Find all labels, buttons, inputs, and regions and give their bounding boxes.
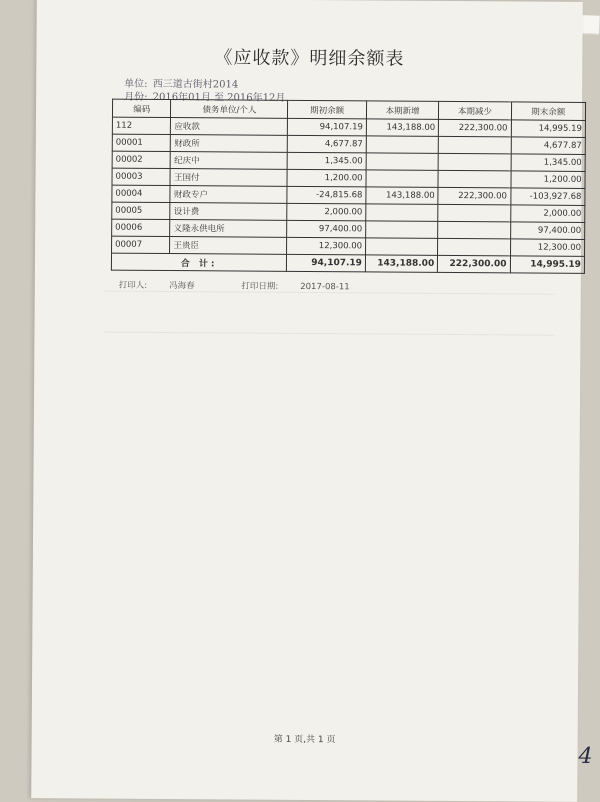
row-opening: 97,400.00 [287, 220, 366, 238]
printer-info [119, 281, 217, 292]
unit-label: 单位: [124, 78, 148, 90]
row-added: 143,188.00 [366, 187, 438, 205]
row-added [366, 204, 438, 222]
row-closing: 1,345.00 [511, 154, 586, 172]
page-indicator: 第 1 页,共 1 页 [273, 734, 336, 746]
row-closing: 1,200.00 [511, 171, 586, 189]
row-code: 00005 [112, 202, 171, 219]
total-closing: 14,995.19 [510, 256, 585, 274]
row-name: 义隆永供电所 [170, 220, 287, 238]
row-code: 00004 [112, 185, 171, 202]
row-reduced: 222,300.00 [439, 119, 511, 137]
row-reduced [438, 153, 510, 171]
header-closing: 期末余额 [511, 102, 586, 121]
row-closing: 12,300.00 [510, 239, 585, 257]
bleed-through-lines [104, 291, 554, 336]
row-closing: 97,400.00 [510, 222, 585, 240]
row-name: 纪庆中 [171, 152, 288, 170]
row-closing: 14,995.19 [511, 120, 586, 138]
row-code: 00003 [112, 168, 171, 185]
row-name: 财政专户 [170, 186, 287, 204]
row-added [366, 136, 438, 154]
row-closing: 4,677.87 [511, 137, 586, 155]
row-name: 王贵臣 [170, 237, 287, 255]
row-reduced [438, 170, 510, 188]
handwritten-page-number: 4 [578, 743, 593, 770]
row-code: 00007 [112, 236, 171, 253]
row-name: 财政所 [171, 135, 288, 153]
row-added [366, 170, 438, 188]
total-label: 合 计: [111, 253, 286, 271]
header-debtor: 债务单位/个人 [171, 100, 288, 119]
row-reduced [438, 136, 510, 154]
row-reduced [438, 204, 510, 222]
row-opening: 1,200.00 [287, 169, 366, 187]
month-value: 2016年01月 至 2016年12月 [152, 91, 286, 104]
print-date-value: 2017-08-11 [300, 281, 350, 293]
total-opening: 94,107.19 [287, 254, 366, 272]
row-reduced: 222,300.00 [438, 187, 510, 205]
header-reduced: 本期减少 [439, 101, 511, 120]
row-reduced [438, 221, 510, 239]
header-code: 编码 [112, 99, 171, 117]
row-code: 00001 [112, 134, 171, 151]
row-name: 设计费 [170, 203, 287, 221]
balance-table [111, 99, 586, 274]
row-name: 王国付 [170, 169, 287, 187]
row-added [366, 221, 438, 239]
row-added: 143,188.00 [366, 119, 438, 137]
total-reduced: 222,300.00 [438, 255, 510, 273]
row-added [366, 238, 438, 256]
print-date-label: 打印日期: [241, 281, 279, 292]
header-added: 本期新增 [366, 101, 438, 120]
row-code: 00006 [112, 219, 171, 236]
document-sheet [31, 0, 593, 802]
row-closing: 2,000.00 [510, 205, 585, 223]
total-added: 143,188.00 [365, 255, 437, 273]
header-opening: 期初余额 [288, 100, 367, 119]
row-added [366, 153, 438, 171]
row-closing: -103,927.68 [510, 188, 585, 206]
row-reduced [438, 238, 510, 256]
row-opening: 94,107.19 [288, 118, 367, 136]
month-label: 月份: [124, 91, 148, 103]
row-opening: 1,345.00 [287, 152, 366, 170]
page-title: 《应收款》明细余额表 [214, 47, 405, 70]
row-opening: 4,677.87 [288, 135, 367, 153]
row-name: 应收款 [171, 118, 288, 136]
printer-label: 打印人: [118, 280, 148, 291]
row-opening: -24,815.68 [287, 186, 366, 204]
row-opening: 2,000.00 [287, 203, 366, 221]
row-code: 112 [112, 117, 171, 134]
unit-value: 西三道古街村2014 [152, 78, 239, 91]
row-opening: 12,300.00 [287, 237, 366, 255]
printer-value: 冯海春 [169, 281, 195, 292]
total-row [111, 253, 584, 273]
row-code: 00002 [112, 151, 171, 168]
